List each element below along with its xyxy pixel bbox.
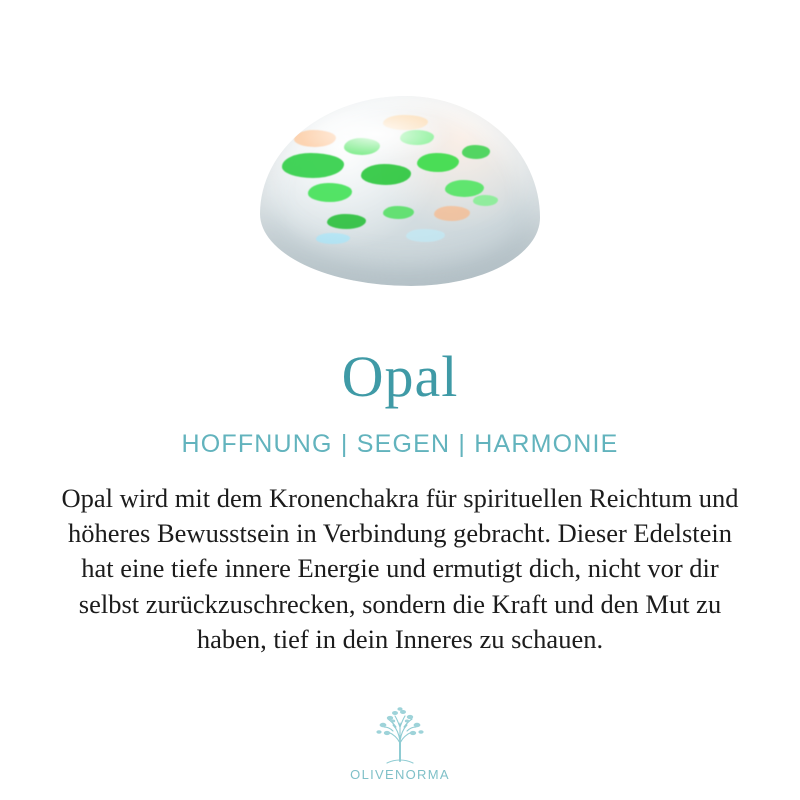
opal-gemstone-image <box>260 96 540 296</box>
brand-logo <box>330 703 470 782</box>
brand-name: OLIVENORMA <box>350 767 450 782</box>
keywords-line: HOFFNUNG | SEGEN | HARMONIE <box>181 430 619 458</box>
tree-of-life-icon <box>357 703 443 765</box>
description-text: Opal wird mit dem Kronenchakra für spirituellen Reichtum und höheres Bewusstsein in Verbindung gebracht. Dieser Edelstein hat eine tiefe innere Energie und ermutigt dich, nicht vor dir selbst zurückzuschrecken, sondern die Kraft und den Mut zu haben, tief in dein Inneres zu schauen. <box>61 483 739 654</box>
page-title: Opal <box>341 344 459 409</box>
opal-color-play <box>260 96 540 286</box>
opal-gemstone-body <box>260 96 540 286</box>
